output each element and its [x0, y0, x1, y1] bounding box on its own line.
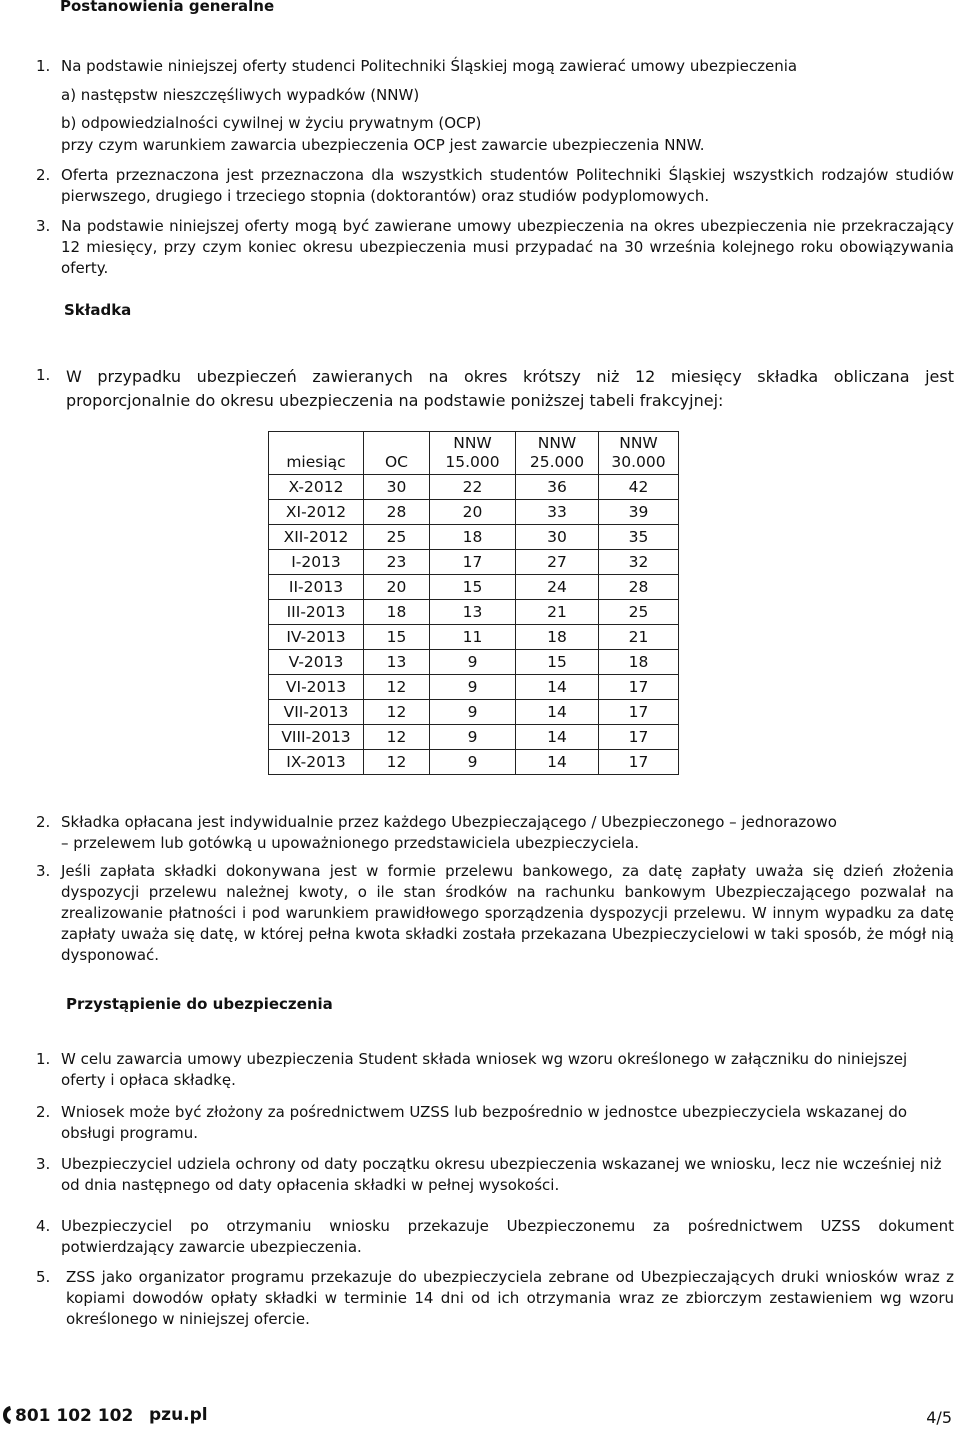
- table-cell: 9: [430, 650, 516, 675]
- paragraph: W przypadku ubezpieczeń zawieranych na okres krótszy niż 12 miesięcy składka obliczana jest proporcjonalnie do okresu ubezpieczenia na podstawie poniższej tabeli frakcyjnej:: [66, 367, 954, 410]
- table-cell: 17: [599, 725, 679, 750]
- table-row: [269, 600, 679, 625]
- phone-handset-icon: [2, 1405, 12, 1425]
- list-item: Ubezpieczyciel udziela ochrony od daty początku okresu ubezpieczenia wskazanej we wniosku, lecz nie wcześniej niż od dnia następnego od daty opłacenia składki w pełnej wysokości.: [61, 1155, 942, 1194]
- list-number: 1.: [36, 1050, 51, 1068]
- list-number: 5.: [36, 1268, 51, 1286]
- table-cell: VIII-2013: [269, 725, 364, 750]
- table-cell: 13: [364, 650, 430, 675]
- table-cell: 21: [599, 625, 679, 650]
- table-cell: II-2013: [269, 575, 364, 600]
- list-item: Wniosek może być złożony za pośrednictwem UZSS lub bezpośrednio w jednostce ubezpieczyciela wskazanej do obsługi programu.: [61, 1103, 908, 1142]
- table-cell: VII-2013: [269, 700, 364, 725]
- table-cell: 18: [430, 525, 516, 550]
- table-cell: 27: [516, 550, 599, 575]
- table-cell: III-2013: [269, 600, 364, 625]
- table-cell: 14: [516, 725, 599, 750]
- table-cell: 15: [516, 650, 599, 675]
- table-cell: 20: [364, 575, 430, 600]
- paragraph: Składka opłacana jest indywidualnie przez każdego Ubezpieczającego / Ubezpieczonego – jednorazowo – przelewem lub gotówką u upoważnionego przedstawiciela ubezpieczyciela.: [61, 813, 837, 852]
- list-item: ZSS jako organizator programu przekazuje do ubezpieczyciela zebrane od Ubezpieczających druki wniosków wraz z kopiami dowodów opłaty składki w terminie 14 dni od ich otrzymania wraz ze zbiorczym zestawieniem wg wzoru określonego w niniejszej ofercie.: [66, 1268, 954, 1328]
- list-number: 2.: [36, 813, 51, 831]
- table-cell: 18: [599, 650, 679, 675]
- fraction-table: [268, 431, 679, 775]
- list-number: 2.: [36, 1103, 51, 1121]
- table-cell: 25: [599, 600, 679, 625]
- table-cell: 32: [599, 550, 679, 575]
- table-cell: IX-2013: [269, 750, 364, 775]
- table-cell: 35: [599, 525, 679, 550]
- table-cell: 14: [516, 750, 599, 775]
- table-row: [269, 700, 679, 725]
- column-header: OC: [364, 432, 430, 475]
- list-item: Ubezpieczyciel po otrzymaniu wniosku przekazuje Ubezpieczonemu za pośrednictwem UZSS dokument potwierdzający zawarcie ubezpieczenia.: [61, 1217, 954, 1256]
- table-cell: 18: [364, 600, 430, 625]
- table-cell: 23: [364, 550, 430, 575]
- table-row: [269, 650, 679, 675]
- table-cell: 30: [364, 475, 430, 500]
- list-number: 1.: [36, 57, 51, 75]
- table-cell: XI-2012: [269, 500, 364, 525]
- table-cell: 12: [364, 750, 430, 775]
- table-cell: 12: [364, 700, 430, 725]
- paragraph-line: b) odpowiedzialności cywilnej w życiu prywatnym (OCP): [61, 114, 482, 132]
- table-row: [269, 550, 679, 575]
- table-cell: 21: [516, 600, 599, 625]
- list-number: 3.: [36, 1155, 51, 1173]
- table-cell: 12: [364, 725, 430, 750]
- paragraph-line: a) następstw nieszczęśliwych wypadków (NNW): [61, 86, 420, 104]
- list-item: W celu zawarcia umowy ubezpieczenia Student składa wniosek wg wzoru określonego w załączniku do niniejszej oferty i opłaca składkę.: [61, 1050, 908, 1089]
- paragraph-line: przy czym warunkiem zawarcia ubezpieczenia OCP jest zawarcie ubezpieczenia NNW.: [61, 136, 705, 154]
- footer-phone: [2, 1405, 133, 1427]
- footer-phone-number: 801 102 102: [15, 1406, 134, 1426]
- table-cell: 9: [430, 725, 516, 750]
- table-row: [269, 625, 679, 650]
- column-header: miesiąc: [269, 432, 364, 475]
- table-cell: 33: [516, 500, 599, 525]
- table-cell: 15: [364, 625, 430, 650]
- section-heading-accession: Przystąpienie do ubezpieczenia: [66, 995, 333, 1013]
- table-cell: V-2013: [269, 650, 364, 675]
- section-heading-premium: Składka: [64, 301, 132, 319]
- table-row: [269, 750, 679, 775]
- list-number: 3.: [36, 217, 51, 235]
- list-number: 4.: [36, 1217, 51, 1235]
- table-cell: 36: [516, 475, 599, 500]
- table-cell: 14: [516, 675, 599, 700]
- paragraph: Oferta przeznaczona jest przeznaczona dla wszystkich studentów Politechniki Śląskiej wszystkich rodzajów studiów pierwszego, drugiego i trzeciego stopnia (doktorantów) oraz studiów podyplomowych.: [61, 166, 954, 205]
- table-cell: 9: [430, 675, 516, 700]
- table-cell: 11: [430, 625, 516, 650]
- column-header: NNW 25.000: [516, 432, 599, 475]
- paragraph-line: Na podstawie niniejszej oferty studenci Politechniki Śląskiej mogą zawierać umowy ubezpieczenia: [61, 57, 798, 75]
- table-cell: X-2012: [269, 475, 364, 500]
- table-cell: VI-2013: [269, 675, 364, 700]
- table-cell: IV-2013: [269, 625, 364, 650]
- table-row: [269, 675, 679, 700]
- table-header-row: [269, 432, 679, 475]
- table-cell: 15: [430, 575, 516, 600]
- column-header: NNW 30.000: [599, 432, 679, 475]
- table-cell: 28: [364, 500, 430, 525]
- table-row: [269, 475, 679, 500]
- table-cell: 22: [430, 475, 516, 500]
- table-cell: XII-2012: [269, 525, 364, 550]
- table-cell: 14: [516, 700, 599, 725]
- table-cell: 30: [516, 525, 599, 550]
- table-cell: 9: [430, 700, 516, 725]
- table-cell: 20: [430, 500, 516, 525]
- table-cell: 25: [364, 525, 430, 550]
- table-cell: 13: [430, 600, 516, 625]
- table-cell: I-2013: [269, 550, 364, 575]
- footer-website[interactable]: pzu.pl: [149, 1405, 208, 1425]
- paragraph: Na podstawie niniejszej oferty mogą być zawierane umowy ubezpieczenia na okres ubezpieczenia nie przekraczający 12 miesięcy, przy czym koniec okresu ubezpieczenia musi przypadać na 30 września kolejnego roku obowiązywania oferty.: [61, 217, 954, 277]
- list-number: 3.: [36, 862, 51, 880]
- table-row: [269, 525, 679, 550]
- paragraph: Jeśli zapłata składki dokonywana jest w formie przelewu bankowego, za datę zapłaty uważa się dzień złożenia dyspozycji przelewu należnej kwoty, o ile stan środków na rachunku bankowym Ubezpieczającego pozwalał na zrealizowanie płatności i pod warunkiem prawidłowego sporządzenia dyspozycji przelewu. W innym wypadku za datę zapłaty uważa się datę, w której pełna kwota składki została przekazana Ubezpieczycielowi w taki sposób, że mógł nią dysponować.: [61, 862, 954, 964]
- table-cell: 12: [364, 675, 430, 700]
- table-cell: 39: [599, 500, 679, 525]
- table-row: [269, 500, 679, 525]
- table-cell: 17: [599, 700, 679, 725]
- table-cell: 42: [599, 475, 679, 500]
- column-header: NNW 15.000: [430, 432, 516, 475]
- table-cell: 18: [516, 625, 599, 650]
- table-cell: 24: [516, 575, 599, 600]
- table-cell: 17: [430, 550, 516, 575]
- table-cell: 9: [430, 750, 516, 775]
- table-cell: 17: [599, 750, 679, 775]
- table-cell: 17: [599, 675, 679, 700]
- list-number: 2.: [36, 166, 51, 184]
- section-heading-general: Postanowienia generalne: [60, 0, 275, 15]
- list-number: 1.: [36, 366, 51, 384]
- page-number: 4/5: [926, 1408, 952, 1427]
- table-cell: 28: [599, 575, 679, 600]
- table-row: [269, 725, 679, 750]
- table-row: [269, 575, 679, 600]
